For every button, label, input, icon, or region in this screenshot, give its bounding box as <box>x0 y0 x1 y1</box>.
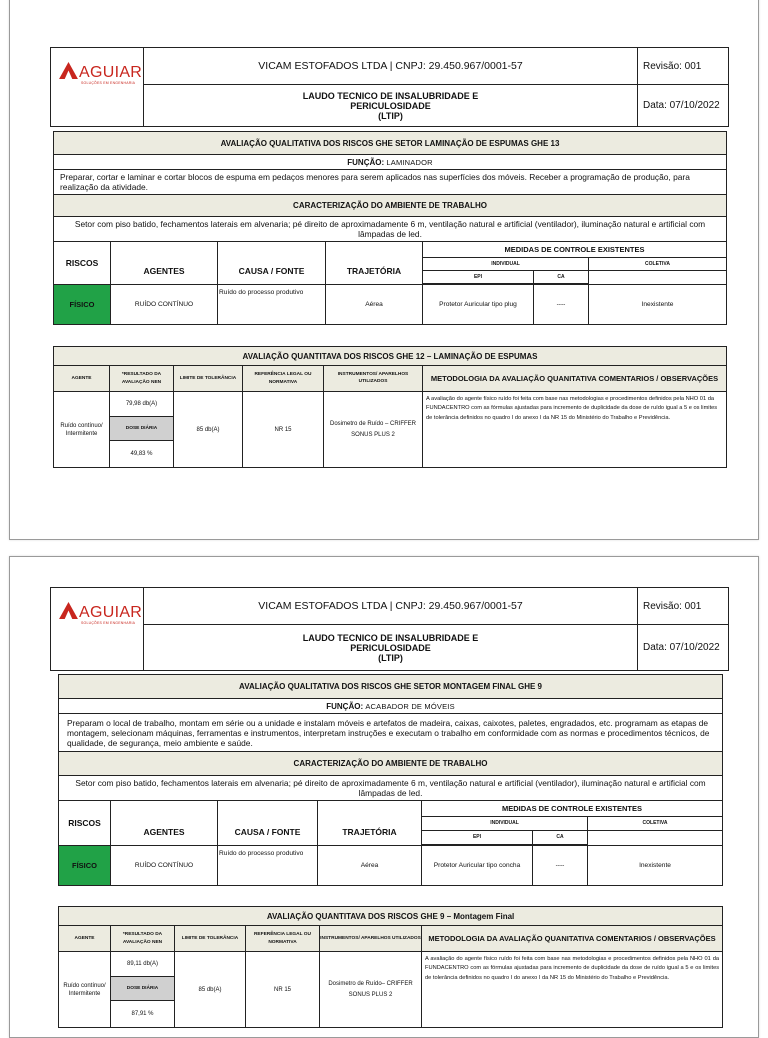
agente-ruido: RUÍDO CONTÍNUO <box>111 285 218 325</box>
q-col-resultado: *RESULTADO DA AVALIAÇÃO NEN <box>110 366 174 392</box>
revision: Revisão: 001 <box>638 48 729 85</box>
q-col-agente: AGENTE <box>54 366 110 392</box>
col-agentes: AGENTES <box>111 242 218 285</box>
qualitative-title: AVALIAÇÃO QUALITATIVA DOS RISCOS GHE SETOR LAMINAÇÃO DE ESPUMAS GHE 13 <box>54 132 727 155</box>
col-agentes: AGENTES <box>111 801 218 846</box>
coletiva-value: Inexistente <box>589 285 727 325</box>
col-epi: EPI <box>422 831 533 845</box>
revision: Revisão: 001 <box>638 588 729 625</box>
col-trajetoria: TRAJETÓRIA <box>326 242 423 285</box>
agente-ruido: RUÍDO CONTÍNUO <box>111 846 218 886</box>
q-col-limite: LIMITE DE TOLERÂNCIA <box>175 926 246 952</box>
epi-value: Protetor Auricular tipo concha <box>422 846 533 886</box>
funcao-description: Preparar, cortar e laminar e cortar blocos de espuma em pedaços menores para serem aplicados nas superfícies dos móveis. Receber a programação de produção, para realização da atividade. <box>54 170 727 195</box>
q-limite-value: 85 db(A) <box>175 952 246 1028</box>
ambiente-title: CARACTERIZAÇÃO DO AMBIENTE DE TRABALHO <box>59 752 723 776</box>
col-riscos: RISCOS <box>59 801 111 846</box>
q-col-metodologia: METODOLOGIA DA AVALIAÇÃO QUANITATIVA COMENTARIOS / OBSERVAÇÕES <box>422 926 723 952</box>
funcao-row: FUNÇÃO: ACABADOR DE MÓVEIS <box>59 699 723 714</box>
col-causa: CAUSA / FONTE <box>218 801 318 846</box>
col-causa: CAUSA / FONTE <box>218 242 326 285</box>
q-col-instrumentos: INSTRUMENTOS/ APARELHOS UTILIZADOS <box>320 926 422 952</box>
col-coletiva: COLETIVA <box>589 258 727 271</box>
col-individual: INDIVIDUAL <box>422 817 588 831</box>
ca-value: ---- <box>534 285 589 325</box>
q-agente-value: Ruído contínuo/ Intermitente <box>59 952 111 1028</box>
q-resultado-value: 89,11 db(A) <box>111 952 175 977</box>
causa-fonte: Ruído do processo produtivo <box>218 285 326 325</box>
col-epi: EPI <box>423 271 534 284</box>
document-date: Data: 07/10/2022 <box>638 625 729 671</box>
trajetoria-value: Aérea <box>326 285 423 325</box>
col-medidas: MEDIDAS DE CONTROLE EXISTENTES <box>423 242 727 258</box>
risco-fisico: FÍSICO <box>59 846 111 886</box>
q-instrumento-value: Dosimetro de Ruído – CRIFFER SONUS PLUS 2 <box>324 392 423 468</box>
company-name: VICAM ESTOFADOS LTDA | CNPJ: 29.450.967/0001-57 <box>144 588 638 625</box>
company-logo: AGUIAR SOLUÇÕES EM ENGENHARIA <box>51 588 144 671</box>
col-riscos: RISCOS <box>54 242 111 285</box>
q-col-instrumentos: INSTRUMENTOS/ APARELHOS UTILIZADOS <box>324 366 423 392</box>
quantitative-title: AVALIAÇÃO QUANTITAVA DOS RISCOS GHE 12 – LAMINAÇÃO DE ESPUMAS <box>54 347 727 366</box>
document-page-1 <box>9 0 759 540</box>
document-title: LAUDO TECNICO DE INSALUBRIDADE E PERICULOSIDADE (LTIP) <box>144 625 638 671</box>
qualitative-table <box>58 674 723 886</box>
q-col-limite: LIMITE DE TOLERÂNCIA <box>174 366 243 392</box>
risco-fisico: FÍSICO <box>54 285 111 325</box>
col-ca: CA <box>534 271 589 284</box>
funcao-description: Preparam o local de trabalho, montam em série ou a unidade e instalam móveis e artefatos de madeira, caixas, caixotes, paletes, engradados, etc. programam as etapas de montagem, selecionam máquinas, ferramentas e instrumentos, interpretam instruções e executam o trabalho em conformidade com as normas e procedimentos técnicos, de qualidade, de segurança, meio ambiente e saúde. <box>59 714 723 752</box>
q-col-referencia: REFERÊNCIA LEGAL OU NORMATIVA <box>243 366 324 392</box>
qualitative-table <box>53 131 727 325</box>
epi-value: Protetor Auricular tipo plug <box>423 285 534 325</box>
q-dose-label: DOSE DIÁRIA <box>111 977 175 1001</box>
logo-triangle-icon <box>59 62 78 79</box>
col-medidas: MEDIDAS DE CONTROLE EXISTENTES <box>422 801 723 817</box>
qualitative-title: AVALIAÇÃO QUALITATIVA DOS RISCOS GHE SETOR MONTAGEM FINAL GHE 9 <box>59 675 723 699</box>
col-ca: CA <box>533 831 588 845</box>
logo-triangle-icon <box>59 602 78 619</box>
coletiva-value: Inexistente <box>588 846 723 886</box>
document-date: Data: 07/10/2022 <box>638 85 729 127</box>
q-metodologia-text: A avaliação do agente físico ruído foi feita com base nas metodologias e procedimentos definidos pela NHO 01 da FUNDACENTRO com as fórmulas ajustadas para incremento de duplicidade da dose de ruído igual a 5 e os limites de tolerância definidos no quadro I do anexo I da NR 15 do Ministério do Trabalho e Previdência. <box>422 952 723 1028</box>
col-trajetoria: TRAJETÓRIA <box>318 801 422 846</box>
company-name: VICAM ESTOFADOS LTDA | CNPJ: 29.450.967/0001-57 <box>144 48 638 85</box>
q-col-referencia: REFERÊNCIA LEGAL OU NORMATIVA <box>246 926 320 952</box>
quantitative-title: AVALIAÇÃO QUANTITAVA DOS RISCOS GHE 9 – Montagem Final <box>59 907 723 926</box>
company-logo: AGUIAR SOLUÇÕES EM ENGENHARIA <box>51 48 144 127</box>
q-dose-label: DOSE DIÁRIA <box>110 417 174 441</box>
q-dose-value: 49,83 % <box>110 441 174 468</box>
q-referencia-value: NR 15 <box>246 952 320 1028</box>
ambiente-description: Setor com piso batido, fechamentos laterais em alvenaria; pé direito de aproximadamente 6 m, ventilação natural e artificial (ventilador), iluminação natural e artificial com lâmpadas de led. <box>59 776 723 801</box>
q-resultado-value: 79,98 db(A) <box>110 392 174 417</box>
q-limite-value: 85 db(A) <box>174 392 243 468</box>
col-individual: INDIVIDUAL <box>423 258 589 271</box>
quantitative-table <box>58 906 723 1028</box>
q-col-resultado: *RESULTADO DA AVALIAÇÃO NEN <box>111 926 175 952</box>
document-page-2 <box>9 556 759 1038</box>
q-dose-value: 87,91 % <box>111 1001 175 1028</box>
q-metodologia-text: A avaliação do agente físico ruído foi feita com base nas metodologias e procedimentos definidos pela NHO 01 da FUNDACENTRO com as fórmulas ajustadas para incremento de duplicidade da dose de ruído igual a 5 e os limites de tolerância definidos no quadro I do anexo I da NR 15 do Ministério do Trabalho e Previdência. <box>423 392 727 468</box>
ca-value: ---- <box>533 846 588 886</box>
col-coletiva: COLETIVA <box>588 817 723 831</box>
q-referencia-value: NR 15 <box>243 392 324 468</box>
quantitative-table <box>53 346 727 468</box>
document-title: LAUDO TECNICO DE INSALUBRIDADE E PERICULOSIDADE (LTIP) <box>144 85 638 127</box>
ambiente-description: Setor com piso batido, fechamentos laterais em alvenaria; pé direito de aproximadamente 6 m, ventilação natural e artificial (ventilador), iluminação natural e artificial com lâmpadas de led. <box>54 217 727 242</box>
trajetoria-value: Aérea <box>318 846 422 886</box>
funcao-row: FUNÇÃO: LAMINADOR <box>54 155 727 170</box>
q-col-metodologia: METODOLOGIA DA AVALIAÇÃO QUANITATIVA COMENTARIOS / OBSERVAÇÕES <box>423 366 727 392</box>
q-col-agente: AGENTE <box>59 926 111 952</box>
document-header <box>50 47 729 127</box>
q-instrumento-value: Dosimetro de Ruído– CRIFFER SONUS PLUS 2 <box>320 952 422 1028</box>
q-agente-value: Ruído contínuo/ Intermitente <box>54 392 110 468</box>
ambiente-title: CARACTERIZAÇÃO DO AMBIENTE DE TRABALHO <box>54 195 727 217</box>
causa-fonte: Ruído do processo produtivo <box>218 846 318 886</box>
document-header <box>50 587 729 671</box>
